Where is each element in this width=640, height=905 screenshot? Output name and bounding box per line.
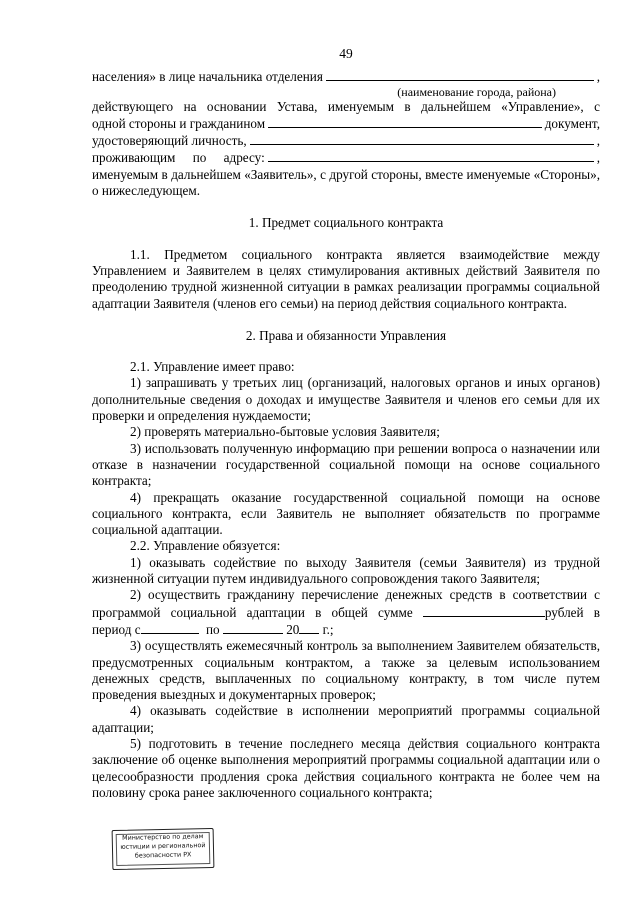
- total-sum-blank: [423, 604, 545, 617]
- clause-2-1-4: 4) прекращать оказание государственной социальной помощи на основе социального контракта, если Заявитель не выполняет обязательств по программе социальной адаптации.: [92, 489, 600, 538]
- clause-2-2-4: 4) оказывать содействие в исполнении мероприятий программы социальной адаптации;: [92, 703, 600, 735]
- clause-2-1-2: 2) проверять материально-бытовые условия Заявителя;: [130, 424, 440, 440]
- intro-line-4: удостоверяющий личность, ,: [92, 133, 600, 149]
- address-blank: [268, 149, 594, 162]
- field-caption: (наименование города, района): [397, 84, 556, 99]
- clause-2-2-3: 3) осуществлять ежемесячный контроль за выполнением Заявителем обязательств, предусмотренных социальным контрактом, а также за целевым использованием денежных средств, выплаченных по социальному контракту, в том числе путем проведения выездных и документарных проверок;: [92, 638, 600, 703]
- intro-line-6: именуемым в дальнейшем «Заявитель», с другой стороны, вместе именуемые «Стороны», о нижеследующем.: [92, 166, 600, 199]
- intro-line-2: действующего на основании Устава, именуемым в дальнейшем «Управление», с: [92, 98, 600, 114]
- citizen-name-blank: [268, 115, 542, 128]
- clause-2-1: 2.1. Управление имеет право:: [130, 359, 295, 375]
- id-document-blank: [250, 132, 594, 145]
- clause-1-1: 1.1. Предметом социального контракта является взаимодействие между Управлением и Заявителем в целях стимулирования активных действий Заявителя по преодолению трудной жизненной ситуации в рамках реализации программы социальной адаптации Заявителя (членов его семьи) на период действия социального контракта.: [92, 246, 600, 311]
- clause-2-2-2: 2) осуществить гражданину перечисление денежных средств в соответствии с программой социальной адаптации в общей сумме рублей в: [92, 587, 600, 620]
- intro-line-3: одной стороны и гражданином документ,: [92, 115, 600, 131]
- intro-line-1: населения» в лице начальника отделения ,: [92, 69, 600, 85]
- clause-2-2-5: 5) подготовить в течение последнего месяца действия социального контракта заключение об оценке выполнения мероприятий программы социальной адаптации или о целесообразности продления срока действия социального контракта не более чем на половину срока ранее заключенного социального контракта;: [92, 735, 600, 800]
- year-blank: [299, 621, 319, 634]
- clause-2-1-3: 3) использовать полученную информацию при решении вопроса о назначении или отказе в назначении государственной социальной помощи на основе социального контракта;: [92, 440, 600, 489]
- ministry-stamp: Министерство по делам юстиции и региональной безопасности РХ: [112, 828, 215, 870]
- section-2-heading: 2. Права и обязанности Управления: [245, 327, 447, 343]
- period-end-blank: [223, 621, 283, 634]
- clause-2-2-1: 1) оказывать содействие по выходу Заявителя (семьи Заявителя) из трудной жизненной ситуации путем индивидуального сопровождения такого Заявителя;: [92, 554, 600, 587]
- intro-line-5: проживающим по адресу: ,: [92, 150, 600, 166]
- clause-2-2: 2.2. Управление обязуется:: [130, 538, 281, 554]
- period-start-blank: [141, 621, 199, 634]
- section-1-heading: 1. Предмет социального контракта: [248, 215, 444, 231]
- clause-2-1-1: 1) запрашивать у третьих лиц (организаций, налоговых органов и иных органов) дополнительные сведения о доходах и имуществе Заявителя и членов его семьи для их проверки и определения нуждаемости;: [92, 375, 600, 424]
- document-page: [92, 46, 600, 801]
- clause-2-2-2-period: период с по 20 г.;: [92, 621, 334, 637]
- department-head-blank: [326, 68, 594, 81]
- page-number: 49: [339, 46, 353, 61]
